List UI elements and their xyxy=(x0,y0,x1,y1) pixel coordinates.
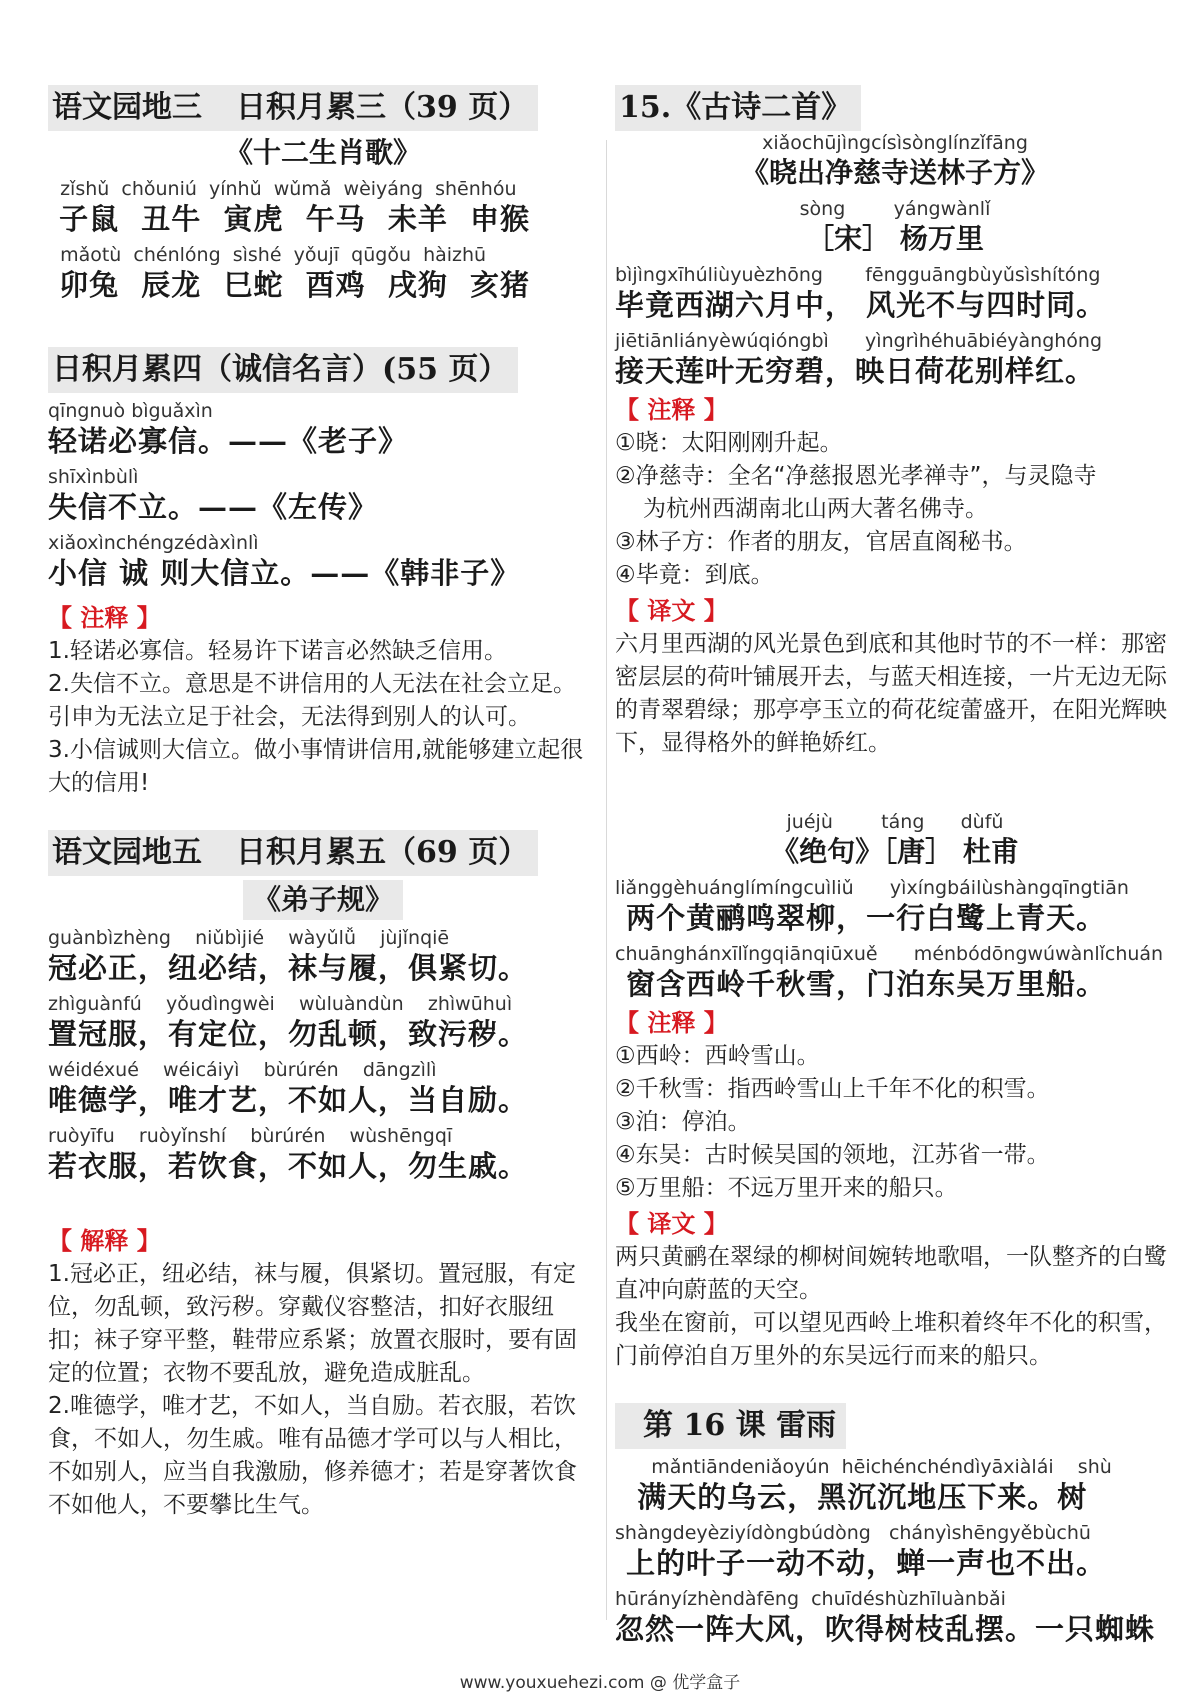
right-column xyxy=(615,85,1175,1647)
translation-paragraph: 六月里西湖的风光景色到底和其他时节的不一样：那密密层层的荷叶铺展开去，与蓝天相连接，一片无边无际的青翠碧绿；那亭亭玉立的荷花绽蕾盛开，在阳光辉映下，显得格外的鲜艳娇红。 xyxy=(615,631,1167,756)
text-line: 满天的乌云，黑沉沉地压下来。树 xyxy=(615,1480,1088,1514)
pinyin-line: wéidéxué wéicáiyì bùrúrén dāngzìlì xyxy=(48,1059,437,1081)
note-item: ①西岭：西岭雪山。 xyxy=(615,1043,820,1069)
pinyin-line: ruòyīfu ruòyǐnshí bùrúrén wùshēngqī xyxy=(48,1125,453,1147)
note-paragraph: 1.轻诺必寡信。轻易许下诺言必然缺乏信用。 xyxy=(48,638,507,664)
note-item-continued: 为杭州西湖南北山两大著名佛寺。 xyxy=(643,496,988,522)
section-heading-yuwen3 xyxy=(48,85,538,131)
lesson-heading-16: 第 16 课 雷雨 xyxy=(615,1403,846,1449)
translation-paragraph: 两只黄鹂在翠绿的柳树间婉转地歌唱，一队整齐的白鹭直冲向蔚蓝的天空。 xyxy=(615,1244,1167,1303)
lesson-heading-15: 15.《古诗二首》 xyxy=(615,85,861,131)
poem-title-xiaochu: 《晓出净慈寺送林子方》 xyxy=(740,156,1049,189)
poem-author: ［宋］ 杨万里 xyxy=(806,222,984,255)
quote-line: 小信 诚 则大信立。——《韩非子》 xyxy=(48,556,521,590)
left-column xyxy=(48,85,598,1522)
poem-line: 两个黄鹂鸣翠柳，一行白鹭上青天。 xyxy=(615,901,1107,935)
translation-paragraph: 我坐在窗前，可以望见西岭上堆积着终年不化的积雪，门前停泊自万里外的东吴远行而来的船只。 xyxy=(615,1310,1167,1369)
quote-line: 轻诺必寡信。——《老子》 xyxy=(48,424,409,458)
note-paragraph: 3.小信诚则大信立。做小事情讲信用,就能够建立起很大的信用! xyxy=(48,737,584,796)
note-item: ③林子方：作者的朋友，官居直阁秘书。 xyxy=(615,529,1027,555)
translation-label: 【 译文 】 xyxy=(615,1210,728,1238)
heading-part-b: 日积月累三（39 页） xyxy=(236,90,529,125)
pinyin-line: zǐshǔ chǒuniú yínhǔ wǔmǎ wèiyáng shēnhóu xyxy=(48,178,517,200)
explanation-paragraph: 1.冠必正，纽必结，袜与履，俱紧切。置冠服，有定位，勿乱顿，致污秽。穿戴仪容整洁，扣好衣服纽扣；袜子穿平整，鞋带应系紧；放置衣服时，要有固定的位置；衣物不要乱放，避免造成脏乱。 xyxy=(48,1261,577,1386)
heading-part-b: 日积月累五（69 页） xyxy=(236,835,529,870)
poem-line: 毕竟西湖六月中， 风光不与四时同。 xyxy=(615,288,1107,322)
pinyin-line: sòng yángwànlǐ xyxy=(799,198,991,220)
pinyin-line: juéjù táng dùfǔ xyxy=(786,811,1004,833)
notes-label: 【 注释 】 xyxy=(615,396,728,424)
pinyin-line: shīxìnbùlì xyxy=(48,466,139,488)
pinyin-line: mǎotù chénlóng sìshé yǒujī qūgǒu hàizhū xyxy=(48,244,487,266)
hanzi-line: 唯德学，唯才艺，不如人，当自励。 xyxy=(48,1083,529,1117)
hanzi-line: 置冠服，有定位，勿乱顿，致污秽。 xyxy=(48,1017,529,1051)
pinyin-line: chuānghánxīlǐngqiānqiūxuě ménbódōngwúwànlǐchuán xyxy=(615,943,1164,965)
note-item: ⑤万里船：不远万里开来的船只。 xyxy=(615,1175,958,1201)
note-item: ①晓：太阳刚刚升起。 xyxy=(615,430,843,456)
pinyin-line: shàngdeyèziyídòngbúdòng chányìshēngyěbùchū xyxy=(615,1522,1091,1544)
pinyin-line: bìjìngxīhúliùyuèzhōng fēngguāngbùyǔsìshítóng xyxy=(615,264,1101,286)
poem-title-jueju: 《绝句》［唐］ 杜甫 xyxy=(771,835,1019,868)
pinyin-line: xiǎoxìnchéngzédàxìnlì xyxy=(48,532,259,554)
heading-part-a: 语文园地五 xyxy=(52,835,202,870)
note-item: ②千秋雪：指西岭雪山上千年不化的积雪。 xyxy=(615,1076,1050,1102)
explanation-paragraph: 2.唯德学，唯才艺，不如人，当自励。若衣服，若饮食，不如人，勿生戚。唯有品德才学可以与人相比，不如别人，应当自我激励，修养德才；若是穿著饮食不如他人，不要攀比生气。 xyxy=(48,1393,577,1518)
hanzi-line: 卯兔 辰龙 巳蛇 酉鸡 戌狗 亥猪 xyxy=(48,268,531,302)
poem-line: 接天莲叶无穷碧，映日荷花别样红。 xyxy=(615,354,1096,388)
note-item: ④东吴：古时候吴国的领地，江苏省一带。 xyxy=(615,1142,1050,1168)
poem-line: 窗含西岭千秋雪，门泊东吴万里船。 xyxy=(615,967,1107,1001)
pinyin-line: mǎntiāndeniǎoyún hēichénchéndìyāxiàlái shù xyxy=(615,1456,1112,1478)
pinyin-line: xiǎochūjìngcísìsònglínzǐfāng xyxy=(762,132,1028,154)
poem-title-dizigui: 《弟子规》 xyxy=(243,880,403,920)
note-item: ④毕竟：到底。 xyxy=(615,562,774,588)
pinyin-line: zhìguànfú yǒudìngwèi wùluàndùn zhìwūhuì xyxy=(48,993,513,1015)
note-item: ②净慈寺：全名“净慈报恩光孝禅寺”，与灵隐寺 xyxy=(615,463,1097,489)
pinyin-line: hūrányízhèndàfēng chuīdéshùzhīluànbǎi xyxy=(615,1588,1006,1610)
heading-part-a: 语文园地三 xyxy=(52,90,202,125)
hanzi-line: 子鼠 丑牛 寅虎 午马 未羊 申猴 xyxy=(48,202,531,236)
text-line: 忽然一阵大风，吹得树枝乱摆。一只蜘蛛 xyxy=(615,1612,1156,1646)
quote-line: 失信不立。——《左传》 xyxy=(48,490,379,524)
section-heading-rijiyuelei4: 日积月累四（诚信名言）(55 页） xyxy=(48,347,518,393)
hanzi-line: 冠必正，纽必结，袜与履，俱紧切。 xyxy=(48,951,529,985)
pinyin-line: liǎnggèhuánglímíngcuìliǔ yìxíngbáilùshàngqīngtiān xyxy=(615,877,1129,899)
text-line: 上的叶子一动不动，蝉一声也不出。 xyxy=(615,1546,1107,1580)
notes-label: 【 注释 】 xyxy=(48,604,161,632)
pinyin-line: qīngnuò bìguǎxìn xyxy=(48,400,213,422)
pinyin-line: jiētiānliányèwúqióngbì yìngrìhéhuābiéyànghóng xyxy=(615,330,1103,352)
poem-title-zodiac: 《十二生肖歌》 xyxy=(224,136,421,169)
explanation-label: 【 解释 】 xyxy=(48,1227,161,1255)
footer-watermark: www.youxuehezi.com @ 优学盒子 xyxy=(459,1673,741,1693)
pinyin-line: guànbìzhèng niǔbìjié wàyǔlǚ jùjǐnqiē xyxy=(48,927,450,949)
hanzi-line: 若衣服，若饮食，不如人，勿生戚。 xyxy=(48,1149,529,1183)
notes-label: 【 注释 】 xyxy=(615,1009,728,1037)
section-heading-yuwen5 xyxy=(48,830,538,876)
note-paragraph: 2.失信不立。意思是不讲信用的人无法在社会立足。引申为无法立足于社会，无法得到别人的认可。 xyxy=(48,671,576,730)
translation-label: 【 译文 】 xyxy=(615,597,728,625)
column-divider xyxy=(606,140,607,1620)
note-item: ③泊：停泊。 xyxy=(615,1109,751,1135)
